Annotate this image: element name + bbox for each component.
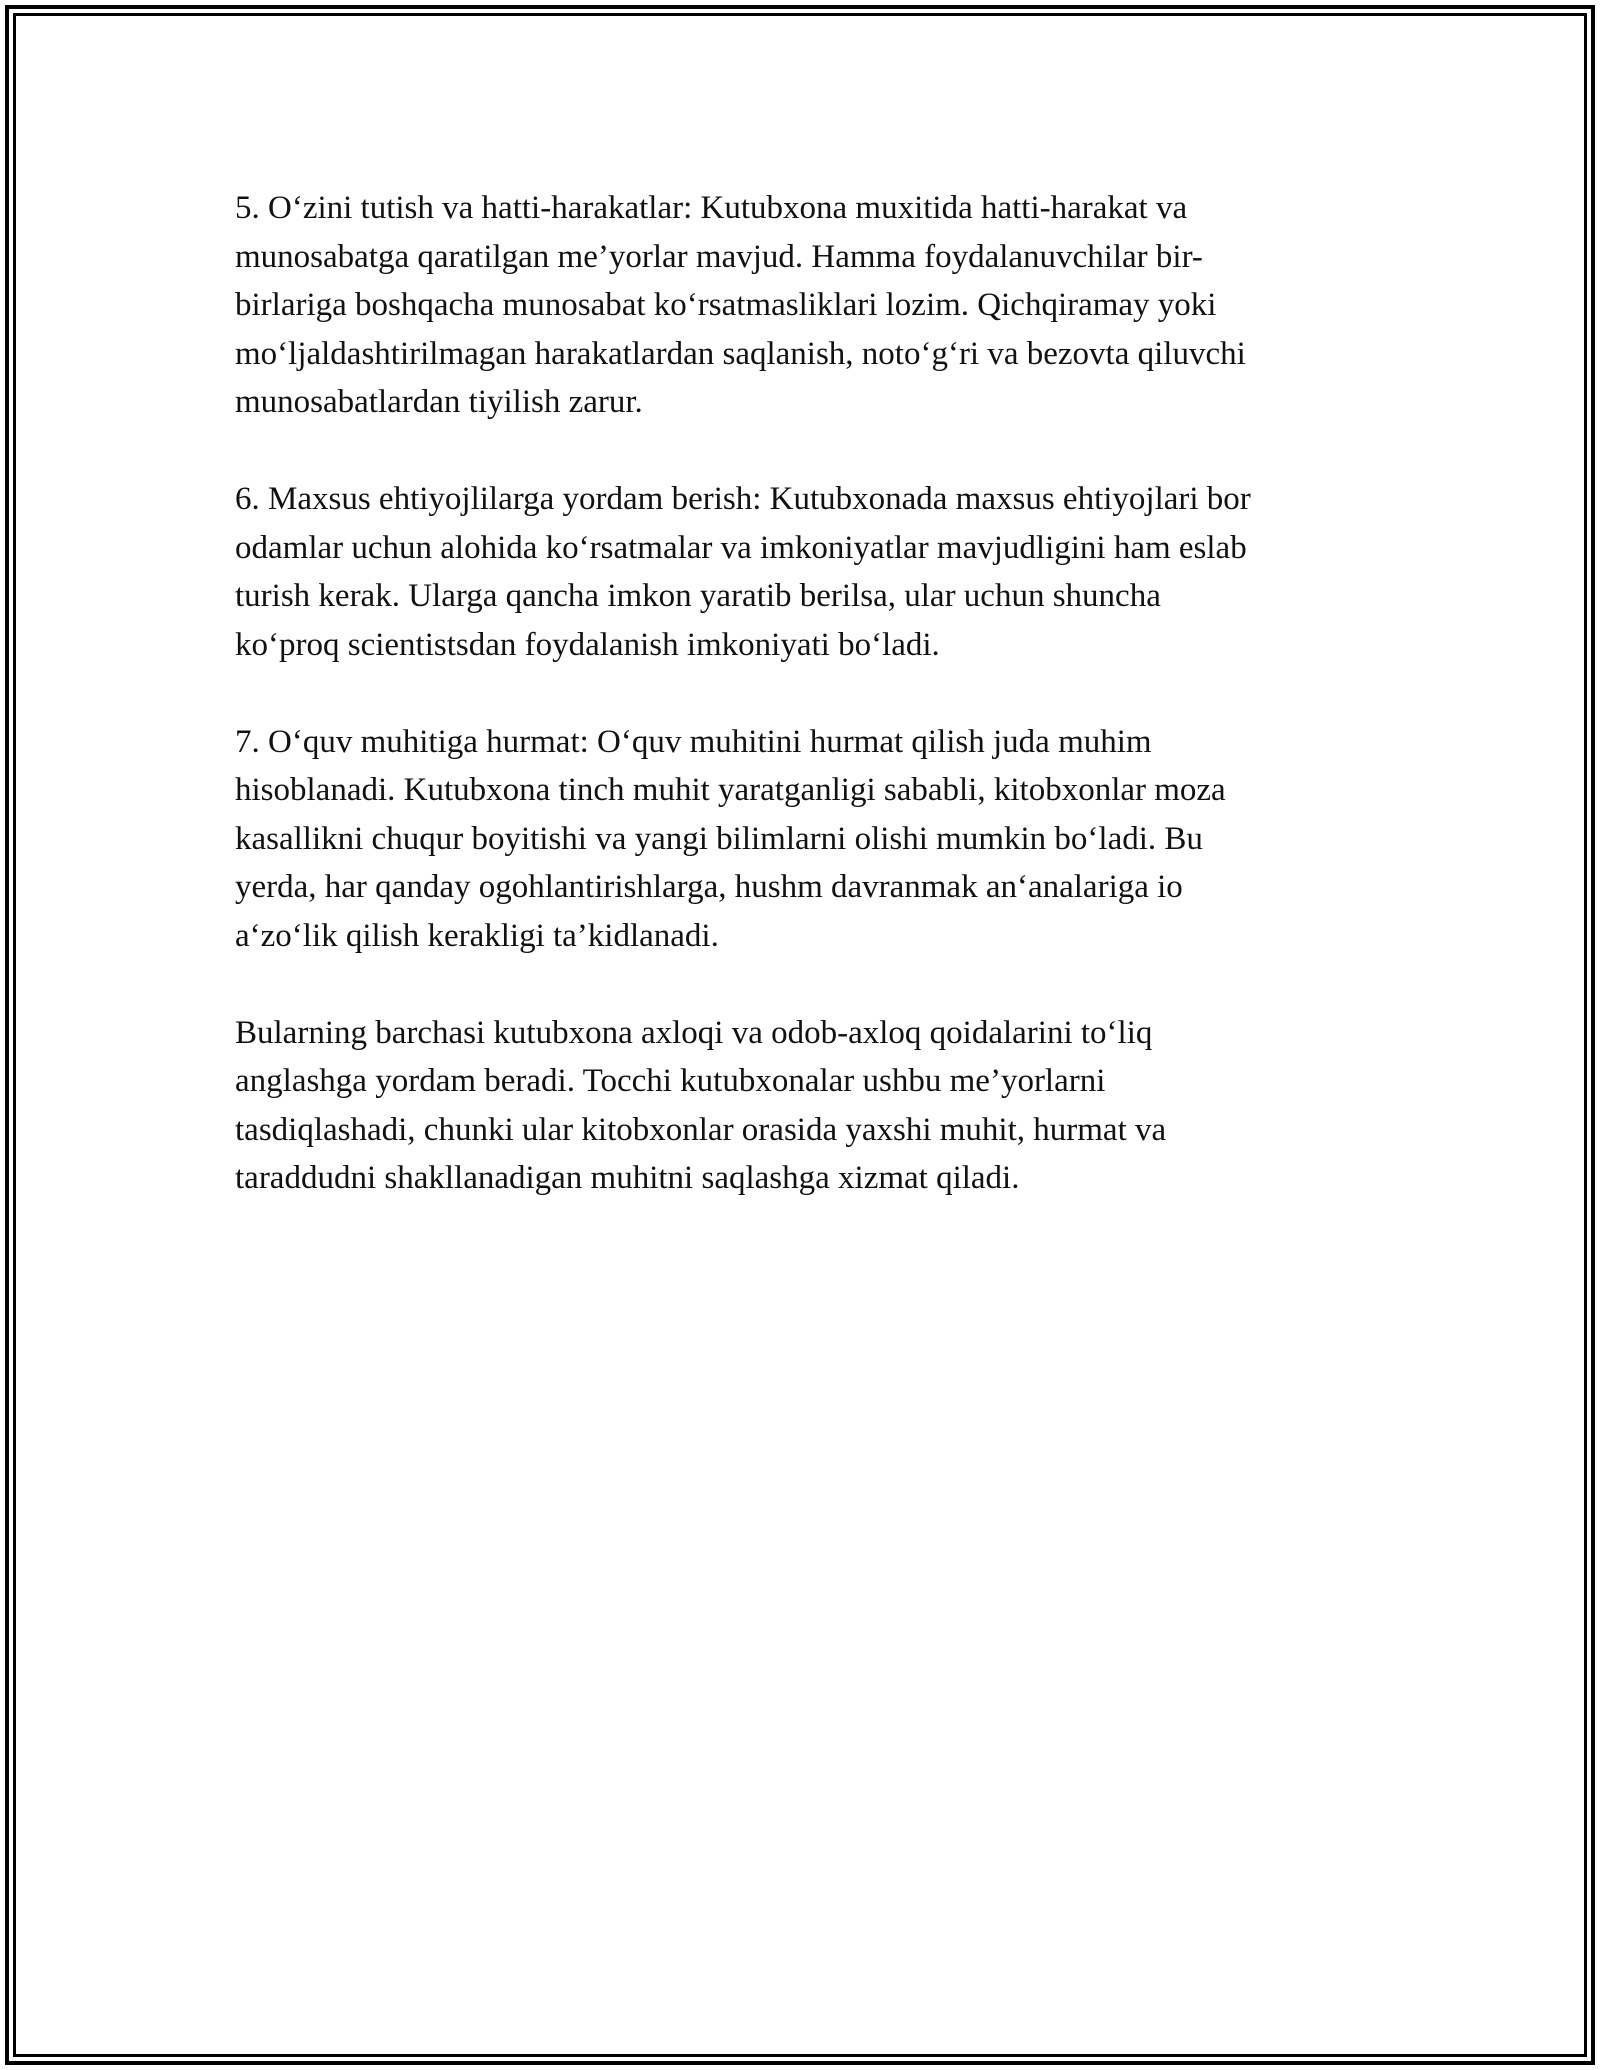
text-line: yerda, har qanday ogohlantirishlarga, hushm davranmak an‘analariga io: [235, 869, 1183, 905]
text-line: taraddudni shakllanadigan muhitni saqlashga xizmat qiladi.: [235, 1160, 1020, 1196]
paragraph-conclusion: [235, 1009, 1385, 1203]
text-line: a‘zo‘lik qilish kerakligi ta’kidlanadi.: [235, 917, 719, 954]
text-line: odamlar uchun alohida ko‘rsatmalar va imkoniyatlar mavjudligini ham eslab: [235, 529, 1247, 566]
text-line: munosabatlardan tiyilish zarur.: [235, 384, 643, 420]
text-line: 5. O‘zini tutish va hatti-harakatlar: Kutubxona muxitida hatti-harakat va: [235, 190, 1188, 226]
text-line: 6. Maxsus ehtiyojlilarga yordam berish: Kutubxonada maxsus ehtiyojlari bor: [235, 481, 1251, 517]
text-line: birlariga boshqacha munosabat ko‘rsatmasliklari lozim. Qichqiramay yoki: [235, 287, 1217, 323]
text-line: munosabatga qaratilgan me’yorlar mavjud. Hamma foydalanuvchilar bir-: [235, 238, 1203, 275]
paragraph-item-6: [235, 475, 1385, 669]
text-line: ko‘proq scientistsdan foydalanish imkoniyati bo‘ladi.: [235, 626, 940, 663]
paragraph-item-7: [235, 718, 1385, 961]
document-body: [235, 184, 1385, 1251]
text-line: hisoblanadi. Kutubxona tinch muhit yaratganligi sababli, kitobxonlar moza: [235, 772, 1226, 808]
text-line: Bularning barchasi kutubxona axloqi va odob-axloq qoidalarini to‘liq: [235, 1014, 1153, 1051]
paragraph-item-5: [235, 184, 1385, 427]
text-line: turish kerak. Ularga qancha imkon yaratib berilsa, ular uchun shuncha: [235, 578, 1161, 614]
text-line: kasallikni chuqur boyitishi va yangi bilimlarni olishi mumkin bo‘ladi. Bu: [235, 820, 1203, 857]
text-line: anglashga yordam beradi. Tocchi kutubxonalar ushbu me’yorlarni: [235, 1063, 1106, 1099]
text-line: tasdiqlashadi, chunki ular kitobxonlar orasida yaxshi muhit, hurmat va: [235, 1111, 1167, 1148]
text-line: 7. O‘quv muhitiga hurmat: O‘quv muhitini hurmat qilish juda muhim: [235, 723, 1152, 760]
text-line: mo‘ljaldashtirilmagan harakatlardan saqlanish, noto‘g‘ri va bezovta qiluvchi: [235, 335, 1246, 372]
